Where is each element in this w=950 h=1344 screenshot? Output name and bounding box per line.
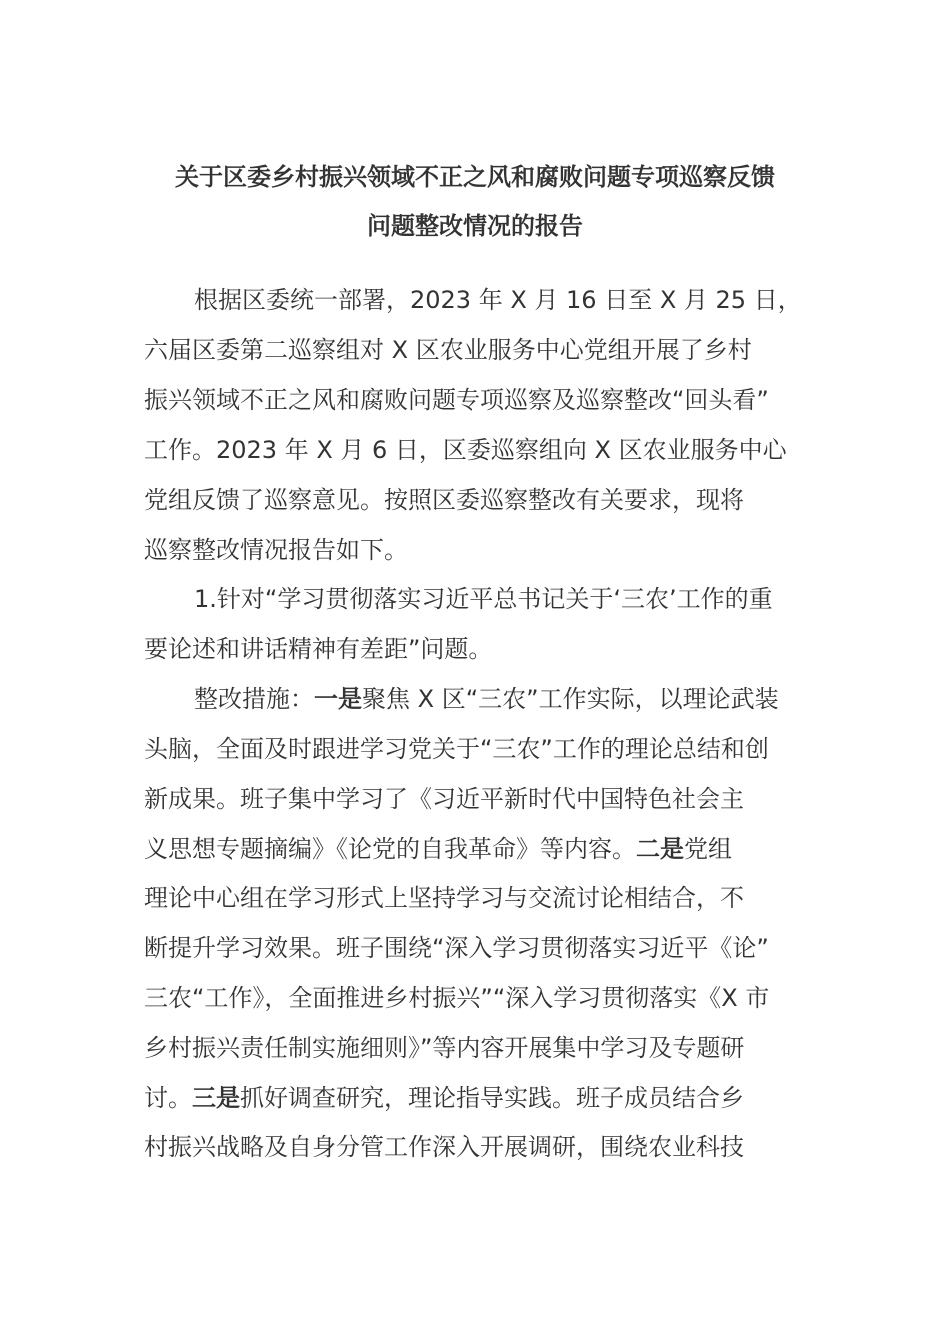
point-three-text: 抓好调查研究，理论指导实践。班子成员结合乡 [240, 1084, 744, 1112]
paragraph-3-line-4 [144, 824, 814, 874]
document-title-line-2: 问题整改情况的报告 [367, 212, 583, 240]
paragraph-1-line-3: 振兴领域不正之风和腐败问题专项巡察及巡察整改“回头看” [144, 386, 769, 414]
paragraph-3-line-2: 头脑，全面及时跟进学习党关于“三农”工作的理论总结和创 [144, 735, 769, 763]
paragraph-3-line-1 [194, 674, 814, 724]
paragraph-3-line-6: 断提升学习效果。班子围绕“深入学习贯彻落实习近平《论” [144, 934, 769, 962]
paragraph-1-line-6: 巡察整改情况报告如下。 [144, 536, 408, 564]
paragraph-3-line-8: 乡村振兴责任制实施细则》”等内容开展集中学习及专题研 [144, 1034, 745, 1062]
measures-label: 整改措施： [194, 685, 314, 713]
paragraph-1-line-2: 六届区委第二巡察组对 X 区农业服务中心党组开展了乡村 [144, 336, 752, 364]
paragraph-1-line-1: 根据区委统一部署，2023 年 X 月 16 日至 X 月 25 日， [194, 286, 802, 314]
paragraph-2-line-2: 要论述和讲话精神有差距”问题。 [144, 635, 493, 663]
point-three-marker: 三是 [192, 1084, 240, 1112]
paragraph-1-line-5: 党组反馈了巡察意见。按照区委巡察整改有关要求，现将 [144, 486, 744, 514]
line-4-text: 义思想专题摘编》《论党的自我革命》等内容。 [144, 835, 636, 863]
point-two-text: 党组 [684, 835, 732, 863]
point-one-marker: 一是 [314, 685, 362, 713]
paragraph-2-line-1: 1.针对“学习贯彻落实习近平总书记关于‘三农’工作的重 [194, 585, 773, 613]
paragraph-3-line-7: 三农“工作》，全面推进乡村振兴”“深入学习贯彻落实《X 市 [144, 984, 770, 1012]
paragraph-1-line-4: 工作。2023 年 X 月 6 日，区委巡察组向 X 区农业服务中心 [144, 436, 787, 464]
point-one-text: 聚焦 X 区“三农”工作实际，以理论武装 [362, 685, 779, 713]
point-two-marker: 二是 [636, 835, 684, 863]
document-title-line-1: 关于区委乡村振兴领域不正之风和腐败问题专项巡察反馈 [175, 163, 775, 191]
line-9-text: 讨。 [144, 1084, 192, 1112]
paragraph-3-line-5: 理论中心组在学习形式上坚持学习与交流讨论相结合，不 [144, 884, 744, 912]
paragraph-3-line-10: 村振兴战略及自身分管工作深入开展调研，围绕农业科技 [144, 1133, 744, 1161]
paragraph-3-line-3: 新成果。班子集中学习了《习近平新时代中国特色社会主 [144, 785, 744, 813]
paragraph-3-line-9 [144, 1073, 814, 1123]
